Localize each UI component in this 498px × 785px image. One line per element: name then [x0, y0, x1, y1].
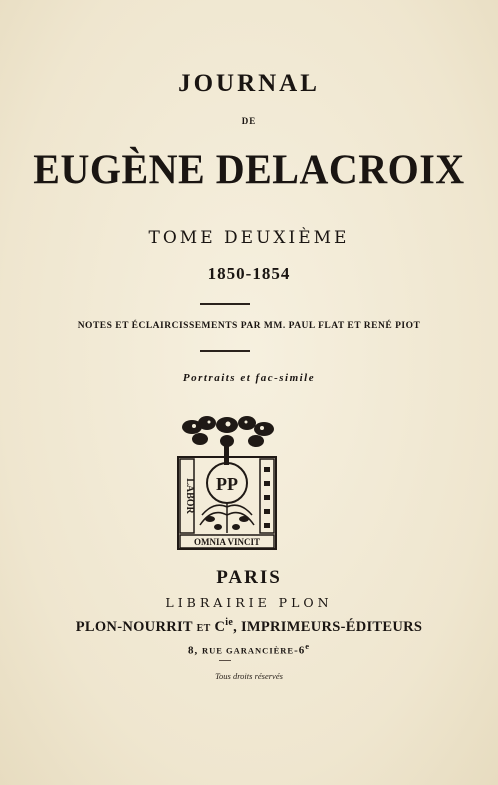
volume-years: 1850-1854 [207, 264, 291, 283]
emblem-monogram: PP [216, 474, 238, 494]
illustrations-note: Portraits et fac-simile [182, 372, 316, 384]
author-name: EUGÈNE DELACROIX [33, 145, 465, 194]
emblem-bottom-band: OMNIA VINCIT [193, 537, 261, 547]
imprint-address [0, 641, 498, 657]
imprint-city: PARIS [216, 567, 282, 588]
divider-rule-bottom [200, 350, 250, 352]
imprint-publisher [0, 617, 498, 636]
address-street: RUE GARANCIÈRE [201, 645, 295, 656]
address-arrondissement: -6 [294, 644, 306, 657]
imprint-librairie: LIBRAIRIE PLON [165, 595, 333, 610]
book-title-journal: JOURNAL [178, 70, 320, 97]
publisher-role: , IMPRIMEURS-ÉDITEURS [233, 618, 423, 635]
publisher-name: PLON-NOURRIT [75, 618, 193, 635]
publisher-cie: C [214, 618, 226, 635]
volume-number: TOME DEUXIÈME [148, 228, 350, 248]
emblem-left-band: LABOR [184, 478, 195, 514]
rights-notice: Tous droits réservés [215, 671, 283, 681]
publisher-et: ET [196, 622, 211, 634]
title-preposition: DE [241, 116, 257, 126]
editors-credit: NOTES ET ÉCLAIRCISSEMENTS PAR MM. PAUL FLAT ET RENÉ PIOT [77, 321, 421, 331]
publisher-emblem-icon [172, 415, 282, 555]
divider-rule-top [200, 303, 250, 305]
publisher-cie-sup: ie [225, 617, 234, 628]
address-arrondissement-sup: e [305, 641, 311, 651]
address-number: 8, [187, 644, 202, 657]
imprint-rule [219, 660, 231, 661]
